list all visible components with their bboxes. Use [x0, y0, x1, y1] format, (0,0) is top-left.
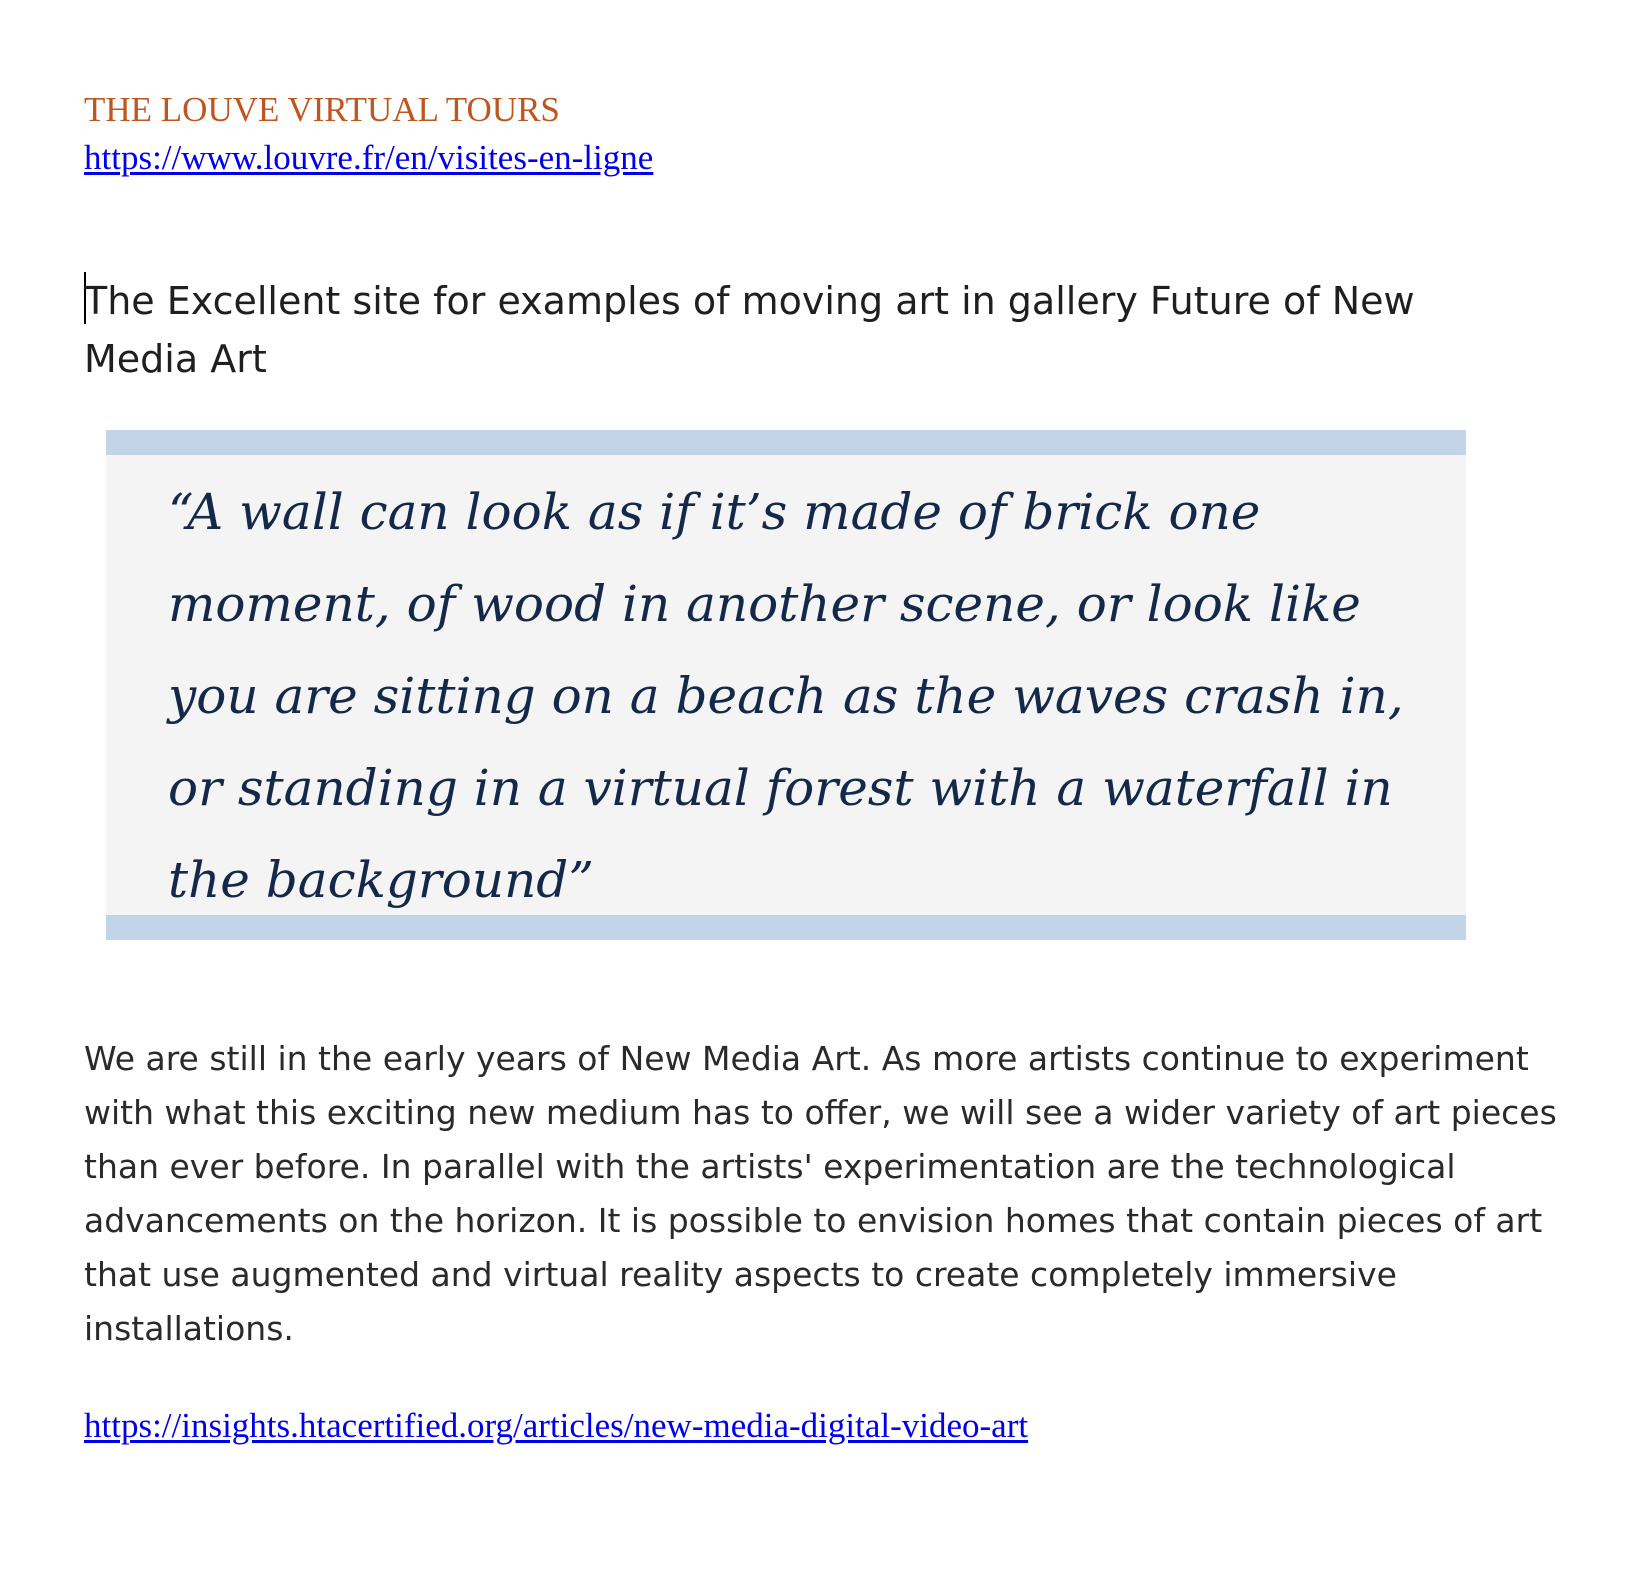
- quote-text: “A wall can look as if it’s made of brick one moment, of wood in another scene, or look like you are sitting on a beach as the waves crash in, or standing in a virtual forest with a waterfall in the background”: [168, 483, 1404, 909]
- body-paragraph[interactable]: We are still in the early years of New Media Art. As more artists continue to experiment with what this exciting new medium has to offer, we will see a wider variety of art pieces than ever before. In parallel with the artists' experimentation are the technological advancements on the horizon. It is possible to envision homes that contain pieces of art that use augmented and virtual reality aspects to create completely immersive installations.: [84, 1039, 1557, 1348]
- htacertified-link[interactable]: https://insights.htacertified.org/articles/new-media-digital-video-art: [84, 1406, 1029, 1445]
- quote-top-bar: [106, 430, 1466, 455]
- quote-image: [106, 430, 1466, 940]
- intro-paragraph[interactable]: The Excellent site for examples of moving art in gallery Future of New Media Art: [84, 279, 1415, 381]
- louvre-link[interactable]: https://www.louvre.fr/en/visites-en-ligne: [84, 138, 654, 177]
- document-heading: THE LOUVE VIRTUAL TOURS: [84, 90, 560, 129]
- quote-bottom-bar: [106, 915, 1466, 940]
